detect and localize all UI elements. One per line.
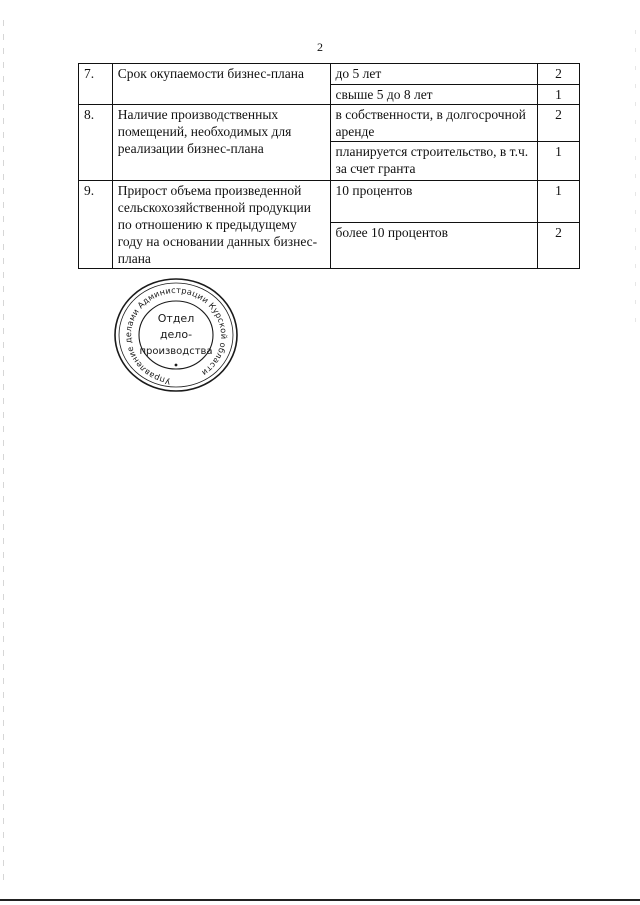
criteria-table bbox=[78, 63, 580, 269]
stamp-line-2: дело- bbox=[159, 328, 193, 341]
page-number: 2 bbox=[317, 40, 323, 54]
stamp-line-1: Отдел bbox=[157, 312, 195, 325]
option-cell: до 5 лет bbox=[330, 64, 538, 85]
stamp-ring-text: Управление делами Администрации Курской области bbox=[122, 284, 230, 387]
score-cell: 1 bbox=[538, 142, 580, 181]
criterion-cell: Срок окупаемости бизнес-плана bbox=[112, 64, 330, 105]
option-cell: в собственности, в долгосрочной аренде bbox=[330, 105, 538, 142]
stamp-line-3: производства bbox=[139, 346, 213, 357]
criterion-cell: Прирост объема произведенной сельскохозяйственной продукции по отношению к предыдущему году на основании данных бизнес-плана bbox=[112, 181, 330, 269]
score-cell: 1 bbox=[538, 181, 580, 223]
scan-bottom-edge bbox=[0, 899, 640, 901]
score-cell: 2 bbox=[538, 222, 580, 268]
scan-edge-left bbox=[3, 20, 4, 880]
table-row bbox=[79, 181, 580, 223]
score-cell: 2 bbox=[538, 64, 580, 85]
score-cell: 2 bbox=[538, 105, 580, 142]
table-row bbox=[79, 105, 580, 142]
row-number: 9. bbox=[79, 181, 113, 269]
row-number: 7. bbox=[79, 64, 113, 105]
score-cell: 1 bbox=[538, 85, 580, 105]
option-cell: более 10 процентов bbox=[330, 222, 538, 268]
option-cell: 10 процентов bbox=[330, 181, 538, 223]
office-stamp bbox=[112, 276, 240, 394]
criterion-cell: Наличие производственных помещений, необходимых для реализации бизнес-плана bbox=[112, 105, 330, 181]
option-cell: свыше 5 до 8 лет bbox=[330, 85, 538, 105]
scan-edge-right bbox=[635, 30, 636, 330]
row-number: 8. bbox=[79, 105, 113, 181]
stamp-dot bbox=[175, 364, 178, 367]
option-cell: планируется строительство, в т.ч. за счет гранта bbox=[330, 142, 538, 181]
table-row bbox=[79, 64, 580, 85]
